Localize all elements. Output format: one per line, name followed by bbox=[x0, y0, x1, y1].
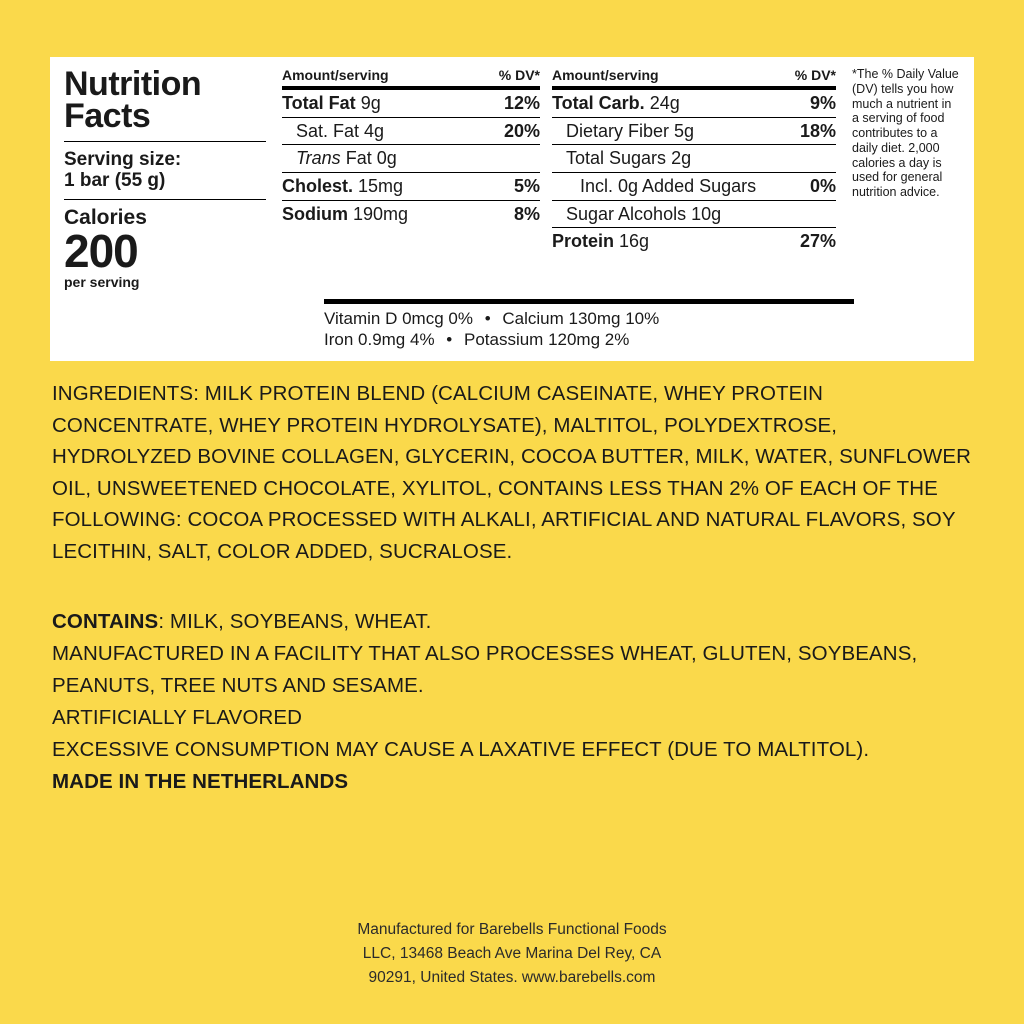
footer-line-3: 90291, United States. www.barebells.com bbox=[368, 969, 656, 987]
nutrient-dv-cholesterol: 5% bbox=[513, 176, 540, 197]
bullet-separator-icon: • bbox=[484, 308, 491, 328]
micronutrient-potassium: Potassium 120mg 2% bbox=[463, 330, 630, 350]
nutrient-row-total-sugars bbox=[552, 144, 836, 172]
nutrient-name-sodium: Sodium bbox=[282, 203, 348, 224]
nutrient-name-total-fat: Total Fat bbox=[282, 93, 356, 113]
nutrient-amount-total-sugars: 2g bbox=[671, 148, 692, 169]
micronutrients-line-2 bbox=[324, 329, 854, 351]
nutrient-amount-total-carb: 24g bbox=[649, 93, 680, 113]
serving-size-label: Serving size: bbox=[64, 148, 182, 170]
micronutrient-calcium: Calcium 130mg 10% bbox=[502, 308, 660, 328]
nutrition-facts-title-line1: Nutrition bbox=[64, 65, 202, 103]
nutrient-row-sodium bbox=[282, 200, 540, 228]
nutrient-name-dietary-fiber: Dietary Fiber bbox=[566, 120, 670, 141]
daily-value-footnote: *The % Daily Value (DV) tells you how much a nutrient in a serving of food contributes to a daily diet. 2,000 calories a day is used for general nutrition advice. bbox=[852, 67, 959, 199]
nutrients-left-header bbox=[282, 67, 540, 86]
ingredients-text: INGREDIENTS: MILK PROTEIN BLEND (CALCIUM CASEINATE, WHEY PROTEIN CONCENTRATE, WHEY PROTEIN HYDROLYSATE), MALTITOL, POLYDEXTROSE, HYDROLYZED BOVINE COLLAGEN, GLYCERIN, COCOA BUTTER, MILK, WATER, SUNFLOWER OIL, UNSWEETENED CHOCOLATE, XYLITOL, CONTAINS LESS THAN 2% OF EACH OF THE FOLLOWING: COCOA PROCESSED WITH ALKALI, ARTIFICIAL AND NATURAL FLAVORS, SOY LECITHIN, SALT, COLOR ADDED, SUCRALOSE. bbox=[52, 382, 972, 563]
artificially-flavored-line: ARTIFICIALLY FLAVORED bbox=[52, 705, 303, 729]
nutrition-facts-panel bbox=[50, 57, 974, 361]
contains-value: : MILK, SOYBEANS, WHEAT. bbox=[158, 610, 432, 633]
divider-title bbox=[64, 141, 266, 142]
nutrient-row-total-fat bbox=[282, 86, 540, 117]
footer-line-2: LLC, 13468 Beach Ave Marina Del Rey, CA bbox=[362, 945, 662, 963]
nutrient-amount-sugar-alcohols: 10g bbox=[691, 203, 722, 224]
daily-value-header-right: % DV* bbox=[794, 67, 836, 83]
micronutrient-iron: Iron 0.9mg 4% bbox=[324, 330, 435, 350]
nutrients-right-header bbox=[552, 67, 836, 86]
calories-value: 200 bbox=[64, 225, 138, 278]
calories-per-serving-label: per serving bbox=[64, 273, 140, 290]
contains-label: CONTAINS bbox=[52, 610, 159, 633]
nutrient-dv-protein: 27% bbox=[799, 231, 836, 252]
nutrient-dv-added-sugars: 0% bbox=[809, 176, 836, 197]
serving-size-value: 1 bar (55 g) bbox=[64, 170, 166, 192]
made-in-line: MADE IN THE NETHERLANDS bbox=[52, 769, 349, 793]
nutrient-name-total-sugars: Total Sugars bbox=[566, 148, 667, 169]
footer-line-1: Manufactured for Barebells Functional Foods bbox=[357, 921, 667, 938]
micronutrient-vitamin-d: Vitamin D 0mcg 0% bbox=[324, 308, 473, 328]
nutrient-amount-cholesterol: 15mg bbox=[358, 176, 404, 197]
nutrient-row-trans-fat bbox=[282, 144, 540, 172]
nutrient-dv-sodium: 8% bbox=[513, 203, 540, 224]
contains-line bbox=[52, 606, 977, 638]
nutrient-amount-protein: 16g bbox=[619, 231, 650, 252]
nutrition-facts-title-line2: Facts bbox=[64, 96, 151, 135]
nutrient-name-total-carb: Total Carb. bbox=[552, 93, 645, 113]
nutrient-amount-dietary-fiber: 5g bbox=[674, 120, 695, 141]
nutrient-row-cholesterol bbox=[282, 172, 540, 200]
nutrient-name-sugar-alcohols: Sugar Alcohols bbox=[566, 203, 687, 224]
nutrient-row-total-carb bbox=[552, 86, 836, 117]
nutrient-amount-total-fat: 9g bbox=[360, 93, 381, 113]
allergen-information bbox=[52, 606, 977, 798]
nutrient-name-protein: Protein bbox=[552, 231, 615, 252]
nutrient-name-cholesterol: Cholest. bbox=[282, 176, 354, 197]
nutrient-dv-total-fat: 12% bbox=[503, 93, 540, 113]
daily-value-header-left: % DV* bbox=[498, 67, 540, 83]
nutrition-facts-title bbox=[64, 65, 266, 135]
nutrient-dv-total-carb: 9% bbox=[809, 93, 836, 113]
nutrient-name-added-sugars: Incl. 0g Added Sugars bbox=[580, 176, 757, 197]
nutrient-amount-sat-fat: 4g bbox=[364, 120, 385, 141]
laxative-warning-line: EXCESSIVE CONSUMPTION MAY CAUSE A LAXATIVE EFFECT (DUE TO MALTITOL). bbox=[52, 737, 870, 761]
nutrient-row-protein bbox=[552, 227, 836, 255]
nutrient-name-trans-fat: Trans bbox=[296, 148, 341, 169]
nutrient-row-dietary-fiber bbox=[552, 117, 836, 145]
bullet-separator-icon-2: • bbox=[446, 330, 453, 350]
micronutrients-line-1 bbox=[324, 308, 854, 330]
nutrient-dv-dietary-fiber: 18% bbox=[799, 120, 836, 141]
manufacturer-footer bbox=[0, 918, 1024, 990]
nutrient-amount-trans-fat: Fat 0g bbox=[345, 148, 397, 169]
divider-serving bbox=[64, 199, 266, 200]
nutrient-row-sugar-alcohols bbox=[552, 200, 836, 228]
nutrient-row-added-sugars bbox=[552, 172, 836, 200]
micronutrients-strip bbox=[324, 299, 854, 352]
amount-per-serving-header-left: Amount/serving bbox=[282, 67, 389, 83]
nutrient-amount-sodium: 190mg bbox=[353, 203, 409, 224]
nutrient-dv-sat-fat: 20% bbox=[503, 120, 540, 141]
calories-label: Calories bbox=[64, 206, 147, 230]
nutrition-facts-title-column bbox=[64, 67, 276, 353]
nutrient-row-sat-fat bbox=[282, 117, 540, 145]
amount-per-serving-header-right: Amount/serving bbox=[552, 67, 659, 83]
facility-line: MANUFACTURED IN A FACILITY THAT ALSO PROCESSES WHEAT, GLUTEN, SOYBEANS, PEANUTS, TREE NUTS AND SESAME. bbox=[52, 641, 918, 697]
nutrient-name-sat-fat: Sat. Fat bbox=[296, 120, 360, 141]
